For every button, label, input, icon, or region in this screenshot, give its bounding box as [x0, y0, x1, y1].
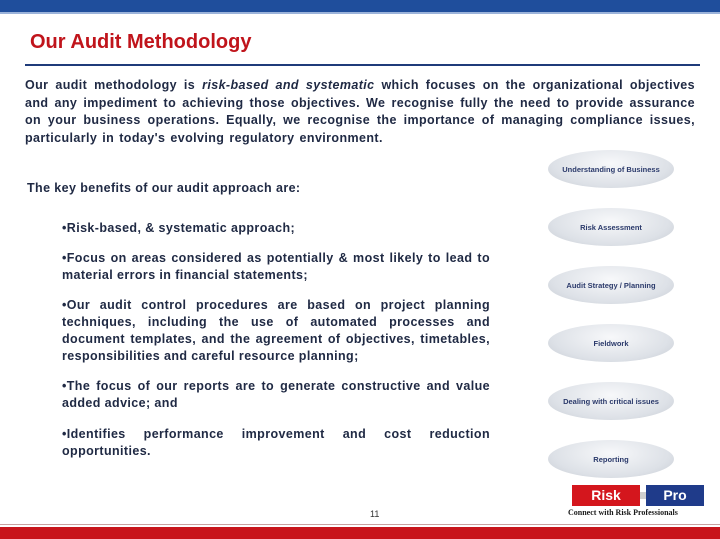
slide-title: Our Audit Methodology: [30, 31, 252, 53]
intro-text-end: which focuses on the organizational objectives and any impediment to achieving those objectives. We recognise fully the need to provide assurance on your business operations. Equally, we recognise the importance of managing compliance issues, particularly in today's evolving regulatory environment.: [25, 78, 696, 145]
logo-pro-word: Pro: [646, 485, 704, 506]
logo-tagline: Connect with Risk Professionals: [568, 508, 678, 517]
header-bar-rule: [0, 12, 720, 14]
intro-paragraph: [25, 77, 695, 147]
benefit-item: •Identifies performance improvement and cost reduction opportunities.: [62, 427, 490, 458]
benefit-item: •Focus on areas considered as potentially & most likely to lead to material errors in financial statements;: [62, 251, 490, 282]
page-number: 11: [370, 509, 380, 519]
intro-emphasis: risk-based and systematic: [202, 78, 375, 92]
footer-bar: [0, 527, 720, 539]
step-risk-assessment: Risk Assessment: [548, 208, 674, 246]
step-reporting: Reporting: [548, 440, 674, 478]
header-bar: [0, 0, 720, 12]
step-audit-strategy-planning: Audit Strategy / Planning: [548, 266, 674, 304]
logo-risk-word: Risk: [572, 485, 640, 506]
benefit-item: •Our audit control procedures are based on project planning techniques, including the use of automated processes and document templates, and the agreement of objectives, timetables, responsibilities and careful resource planning;: [62, 298, 490, 363]
intro-text-start: Our audit methodology is: [25, 78, 203, 92]
step-fieldwork: Fieldwork: [548, 324, 674, 362]
riskpro-logo: [568, 485, 718, 521]
benefit-item: •Risk-based, & systematic approach;: [62, 221, 296, 235]
benefit-item: •The focus of our reports are to generate constructive and value added advice; and: [62, 379, 490, 410]
benefits-heading: The key benefits of our audit approach are:: [27, 181, 301, 195]
step-understanding-of-business: Understanding of Business: [548, 150, 674, 188]
title-underline: [25, 64, 700, 66]
step-dealing-with-critical-issues: Dealing with critical issues: [548, 382, 674, 420]
footer-rule: [0, 524, 720, 525]
